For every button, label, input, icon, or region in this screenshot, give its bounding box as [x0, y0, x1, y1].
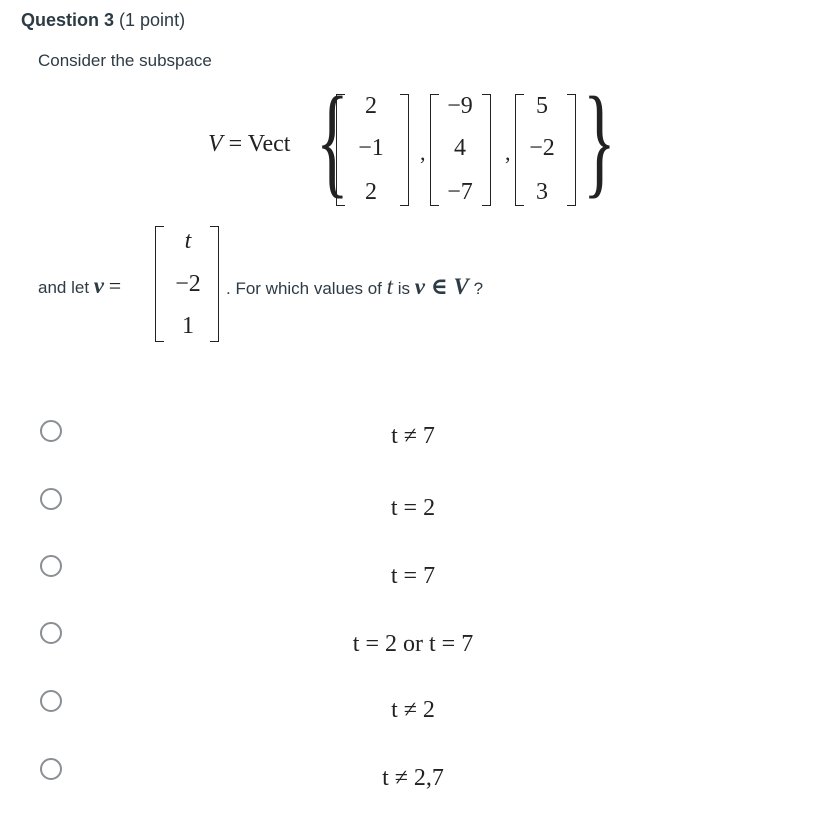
question-label: Question 3 — [21, 10, 115, 30]
vector1-entry: 2 — [365, 179, 377, 205]
vector2-entry: 4 — [454, 135, 466, 161]
vector2-entry: −7 — [447, 179, 473, 205]
vector3-entry: 3 — [536, 179, 548, 205]
vector3-entry: −2 — [529, 135, 555, 161]
vector-v-left-bracket — [155, 226, 164, 342]
subspace-equals-vect: = Vect — [222, 131, 291, 157]
subspace-definition — [0, 0, 834, 220]
subspace-lhs — [208, 131, 290, 158]
prompt-question-mark: ? — [473, 279, 484, 298]
option-label[interactable]: t ≠ 7 — [391, 423, 435, 449]
left-brace: { — [316, 72, 349, 209]
option-label[interactable]: t ≠ 2 — [391, 697, 435, 723]
prompt-membership: v ∈ V — [414, 274, 469, 299]
option-radio[interactable] — [40, 555, 62, 577]
vector1-right-bracket — [400, 94, 409, 206]
prompt-text: . For which values of — [226, 279, 382, 298]
question-prompt — [226, 273, 483, 300]
option-radio[interactable] — [40, 690, 62, 712]
prompt-is: is — [397, 279, 411, 298]
vector-v-entry: 1 — [182, 313, 194, 339]
vector2-entry: −9 — [447, 93, 473, 119]
vector-v-symbol: v — [93, 273, 104, 298]
vector3-entry: 5 — [536, 93, 548, 119]
option-radio[interactable] — [40, 758, 62, 780]
right-brace: } — [583, 72, 616, 209]
vector-separator: , — [420, 140, 426, 165]
question-points: (1 point) — [119, 10, 186, 30]
option-label[interactable]: t = 7 — [390, 563, 436, 589]
option-label[interactable]: t ≠ 2,7 — [382, 765, 444, 791]
prompt-variable: t — [386, 274, 394, 299]
subspace-symbol: V — [208, 131, 223, 157]
vector-v-entry: −2 — [175, 271, 201, 297]
vector-v-definition — [38, 273, 121, 299]
option-radio[interactable] — [40, 622, 62, 644]
vector-v-entry: t — [184, 228, 192, 254]
option-label[interactable]: t = 2 — [390, 495, 436, 521]
question-intro: Consider the subspace — [38, 51, 212, 70]
vector2-right-bracket — [482, 94, 491, 206]
vector1-entry: −1 — [358, 135, 384, 161]
option-radio[interactable] — [40, 488, 62, 510]
vector-v-equals: = — [108, 273, 122, 298]
option-label[interactable]: t = 2 or t = 7 — [352, 631, 474, 657]
vector2-left-bracket — [430, 94, 439, 206]
vector1-entry: 2 — [365, 93, 377, 119]
and-let-text: and let — [38, 278, 90, 297]
option-radio[interactable] — [40, 420, 62, 442]
vector-separator: , — [505, 140, 511, 165]
vector1-left-bracket — [336, 94, 345, 206]
vector3-right-bracket — [567, 94, 576, 206]
vector-v-right-bracket — [210, 226, 219, 342]
